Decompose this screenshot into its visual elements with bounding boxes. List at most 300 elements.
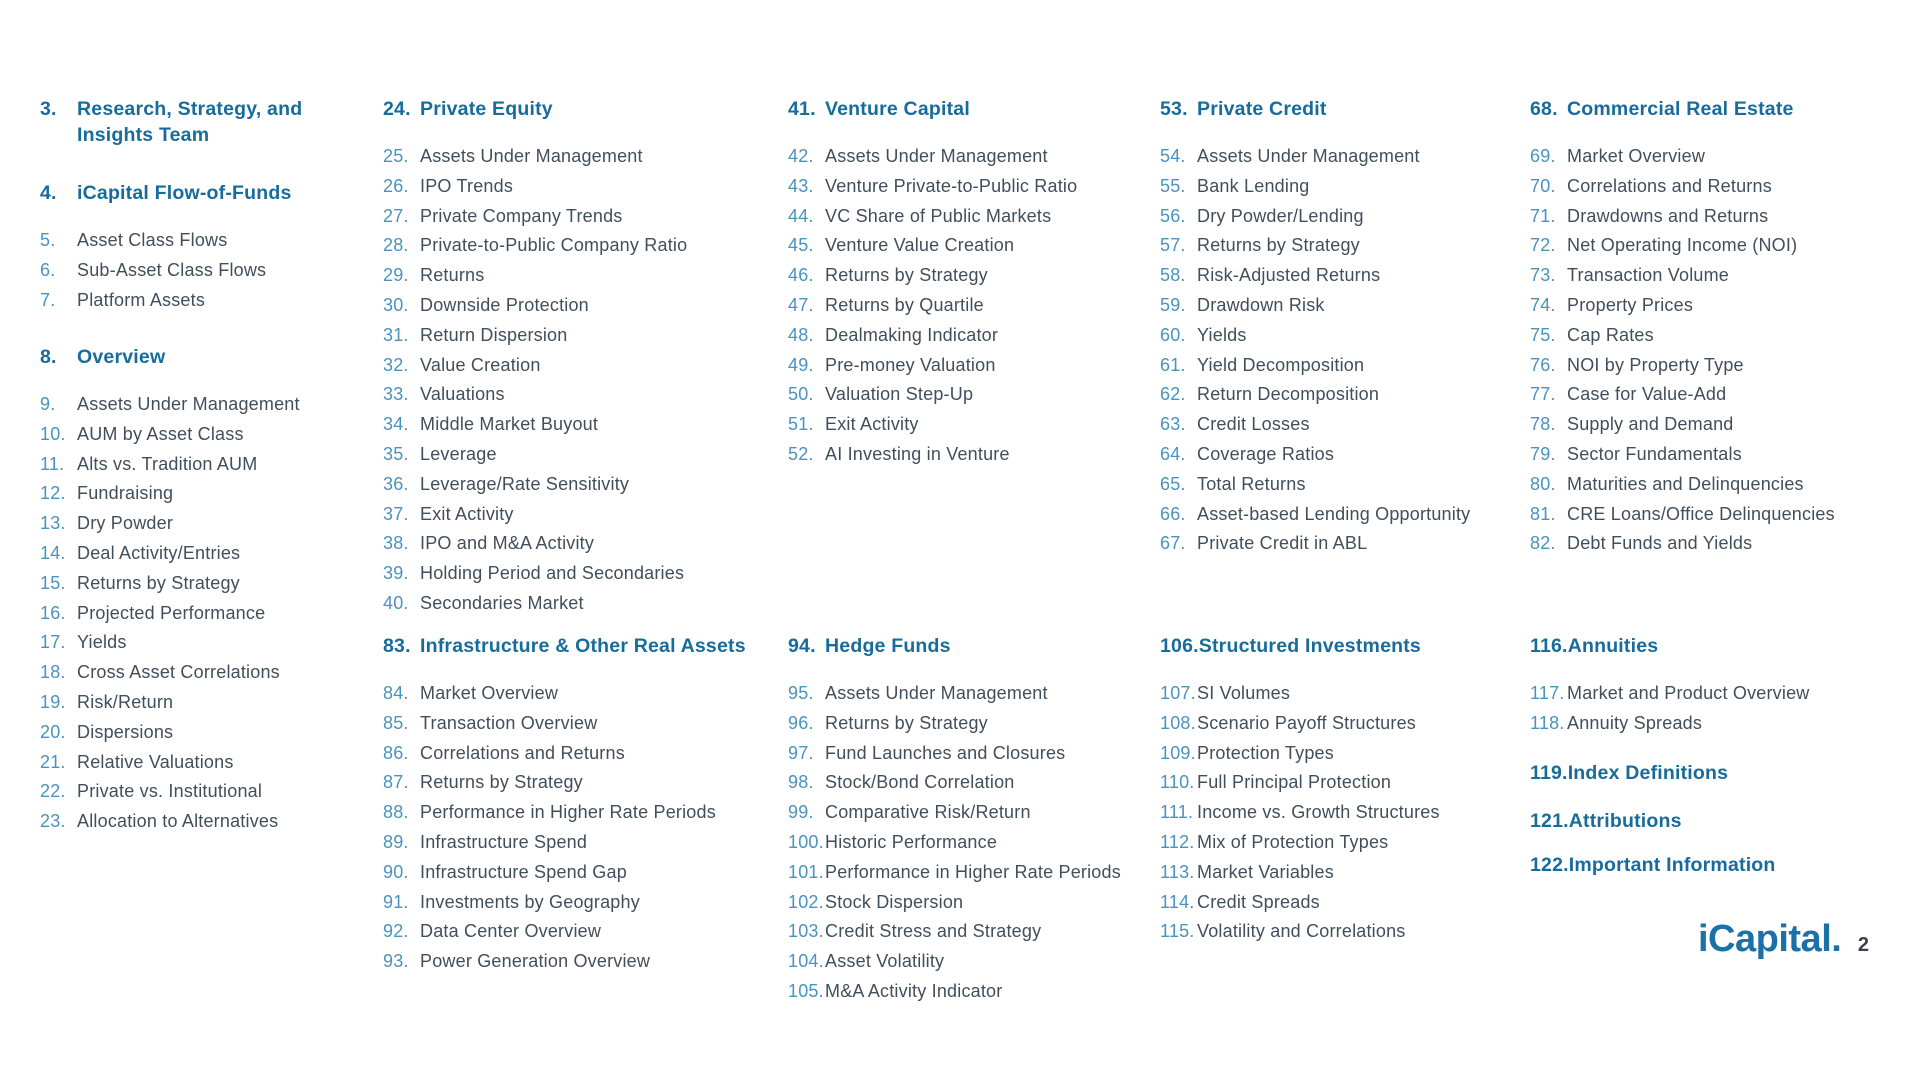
page-number: 2: [1857, 934, 1869, 956]
section-title: Private Equity: [420, 98, 553, 120]
entry-number: 70.: [1530, 175, 1556, 196]
toc-section-4: [40, 180, 347, 317]
toc-entry: [1160, 830, 1521, 860]
entry-number: 9.: [40, 394, 56, 414]
entry-number: 72.: [1530, 235, 1556, 256]
entry-number: 89.: [383, 831, 409, 852]
entry-number: 86.: [383, 742, 409, 763]
entry-label: Leverage/Rate Sensitivity: [420, 473, 630, 494]
entry-number: 98.: [788, 772, 814, 793]
entry-label: Returns by Strategy: [77, 572, 240, 593]
entry-number: 91.: [383, 891, 409, 912]
section-number: 119.: [1530, 762, 1568, 784]
entry-number: 47.: [788, 294, 814, 315]
toc-column-4: [1160, 0, 1521, 1080]
entry-number: 10.: [40, 423, 66, 444]
entry-number: 102.: [788, 891, 824, 912]
entry-label: Market Variables: [1197, 861, 1334, 882]
toc-entry: [383, 681, 784, 711]
entry-label: Dealmaking Indicator: [825, 324, 999, 345]
entry-number: 82.: [1530, 533, 1556, 554]
toc-column-2: [383, 0, 784, 1080]
entry-label: Infrastructure Spend Gap: [420, 861, 627, 882]
entry-number: 17.: [40, 632, 66, 653]
entry-number: 21.: [40, 751, 66, 772]
entry-number: 112.: [1160, 831, 1195, 852]
entry-label: Credit Losses: [1197, 414, 1310, 435]
toc-entry: [383, 860, 784, 890]
section-title: Commercial Real Estate: [1567, 98, 1794, 120]
section-header: [1160, 96, 1521, 122]
entry-number: 111.: [1160, 802, 1194, 823]
section-header: [788, 633, 1151, 659]
entry-number: 50.: [788, 384, 814, 405]
toc-entry: [40, 541, 347, 571]
entry-label: Correlations and Returns: [420, 742, 625, 763]
entry-number: 28.: [383, 235, 409, 256]
toc-section-121: [1530, 808, 1835, 834]
toc-entry: [40, 809, 347, 839]
toc-section-94: [788, 633, 1151, 1009]
entry-label: Protection Types: [1197, 742, 1334, 763]
entry-number: 69.: [1530, 146, 1556, 166]
section-title: Attributions: [1568, 810, 1682, 832]
entry-label: Downside Protection: [420, 294, 589, 315]
entry-number: 48.: [788, 324, 814, 345]
entry-number: 105.: [788, 980, 824, 1001]
entry-label: Returns: [420, 265, 485, 286]
toc-entry: [1160, 442, 1521, 472]
toc-entry: [383, 442, 784, 472]
section-number: 68.: [1530, 98, 1558, 120]
entry-label: Comparative Risk/Return: [825, 802, 1031, 823]
section-number: 41.: [788, 98, 816, 120]
toc-entry: [788, 681, 1151, 711]
entry-number: 81.: [1530, 503, 1556, 524]
entry-number: 23.: [40, 811, 66, 832]
toc-section-3: [40, 96, 347, 148]
logo-period-mark: .: [1831, 918, 1842, 960]
entry-label: IPO and M&A Activity: [420, 533, 595, 554]
entry-label: Yields: [77, 632, 127, 653]
entry-label: Projected Performance: [77, 602, 266, 623]
toc-entry: [1160, 741, 1521, 771]
toc-entry: [788, 263, 1151, 293]
entry-number: 88.: [383, 802, 409, 823]
toc-entry: [40, 720, 347, 750]
entry-number: 73.: [1530, 265, 1556, 286]
entry-label: Venture Private-to-Public Ratio: [825, 175, 1078, 196]
entry-number: 39.: [383, 563, 409, 584]
entry-number: 38.: [383, 533, 409, 554]
toc-entry: [788, 204, 1151, 234]
toc-entry: [1530, 233, 1835, 263]
entry-number: 99.: [788, 802, 814, 823]
toc-section-24: [383, 96, 784, 621]
toc-entry: [40, 630, 347, 660]
section-title: Annuities: [1567, 635, 1659, 657]
section-items: [40, 392, 347, 839]
toc-section-53: [1160, 96, 1521, 561]
section-items: [788, 144, 1151, 472]
toc-entry: [40, 779, 347, 809]
toc-entry: [383, 561, 784, 591]
toc-entry: [383, 353, 784, 383]
toc-section-41: [788, 96, 1151, 472]
toc-entry: [383, 949, 784, 979]
entry-label: Return Dispersion: [420, 324, 568, 345]
entry-label: Dry Powder: [77, 513, 174, 534]
entry-label: Performance in Higher Rate Periods: [825, 861, 1121, 882]
toc-entry: [40, 750, 347, 780]
entry-label: Assets Under Management: [1197, 146, 1420, 166]
toc-entry: [40, 601, 347, 631]
section-number: 106.: [1160, 635, 1199, 657]
entry-number: 19.: [40, 691, 66, 712]
entry-number: 36.: [383, 473, 409, 494]
section-header: [383, 633, 784, 659]
section-items: [383, 144, 784, 621]
section-title: iCapital Flow-of-Funds: [77, 182, 292, 204]
toc-entry: [383, 800, 784, 830]
entry-label: Risk-Adjusted Returns: [1197, 265, 1381, 286]
toc-entry: [788, 711, 1151, 741]
entry-number: 75.: [1530, 324, 1556, 345]
toc-entry: [1530, 472, 1835, 502]
toc-entry: [383, 591, 784, 621]
toc-section-116: [1530, 633, 1835, 741]
entry-label: Sector Fundamentals: [1567, 443, 1742, 464]
entry-label: Transaction Overview: [420, 712, 598, 733]
entry-number: 104.: [788, 951, 824, 972]
entry-label: Mix of Protection Types: [1197, 831, 1389, 852]
toc-section-68: [1530, 96, 1835, 561]
entry-label: Holding Period and Secondaries: [420, 563, 685, 584]
entry-label: AI Investing in Venture: [825, 443, 1010, 464]
toc-entry: [788, 830, 1151, 860]
entry-number: 115.: [1160, 921, 1195, 942]
entry-label: Debt Funds and Yields: [1567, 533, 1753, 554]
entry-label: SI Volumes: [1197, 683, 1291, 703]
toc-entry: [1530, 382, 1835, 412]
entry-number: 76.: [1530, 354, 1556, 375]
toc-entry: [383, 711, 784, 741]
entry-number: 58.: [1160, 265, 1186, 286]
entry-label: Venture Value Creation: [825, 235, 1015, 256]
entry-number: 87.: [383, 772, 409, 793]
section-items: [1530, 144, 1835, 561]
entry-label: Coverage Ratios: [1197, 443, 1335, 464]
section-header: [1530, 808, 1835, 834]
toc-entry: [1530, 531, 1835, 561]
entry-label: Fundraising: [77, 483, 174, 504]
toc-entry: [788, 233, 1151, 263]
icapital-logo: iCapital: [1698, 918, 1832, 960]
entry-label: M&A Activity Indicator: [825, 980, 1003, 1001]
toc-entry: [40, 571, 347, 601]
entry-label: AUM by Asset Class: [77, 423, 244, 444]
entry-label: Net Operating Income (NOI): [1567, 235, 1798, 256]
toc-entry: [40, 481, 347, 511]
toc-entry: [40, 511, 347, 541]
toc-entry: [1530, 412, 1835, 442]
toc-entry: [40, 660, 347, 690]
entry-number: 61.: [1160, 354, 1186, 375]
entry-label: CRE Loans/Office Delinquencies: [1567, 503, 1835, 524]
entry-label: Bank Lending: [1197, 175, 1310, 196]
entry-label: Assets Under Management: [825, 683, 1048, 703]
toc-entry: [1160, 144, 1521, 174]
toc-entry: [788, 412, 1151, 442]
toc-entry: [1160, 293, 1521, 323]
entry-label: Transaction Volume: [1567, 265, 1730, 286]
toc-entry: [1530, 293, 1835, 323]
toc-entry: [1160, 531, 1521, 561]
entry-label: Volatility and Correlations: [1197, 921, 1406, 942]
section-title: Important Information: [1568, 854, 1776, 876]
section-header: [1530, 633, 1835, 659]
entry-label: Supply and Demand: [1567, 414, 1734, 435]
entry-label: Power Generation Overview: [420, 951, 651, 972]
toc-entry: [40, 258, 347, 288]
entry-number: 95.: [788, 683, 814, 703]
toc-entry: [788, 353, 1151, 383]
toc-column-3: [788, 0, 1151, 1080]
entry-label: Returns by Strategy: [825, 265, 988, 286]
entry-label: Yield Decomposition: [1197, 354, 1365, 375]
section-number: 8.: [40, 346, 57, 368]
entry-label: Dry Powder/Lending: [1197, 205, 1364, 226]
entry-label: Asset Class Flows: [77, 230, 228, 250]
entry-label: Yields: [1197, 324, 1247, 345]
entry-number: 12.: [40, 483, 66, 504]
entry-label: Performance in Higher Rate Periods: [420, 802, 716, 823]
section-header: [1530, 852, 1835, 878]
toc-entry: [40, 452, 347, 482]
section-items: [788, 681, 1151, 1009]
entry-label: Leverage: [420, 443, 497, 464]
entry-number: 5.: [40, 230, 56, 250]
toc-entry: [1160, 770, 1521, 800]
toc-entry: [1160, 174, 1521, 204]
toc-entry: [788, 293, 1151, 323]
toc-section-122: [1530, 852, 1835, 878]
toc-entry: [40, 392, 347, 422]
section-title: Venture Capital: [825, 98, 970, 120]
entry-label: Private Credit in ABL: [1197, 533, 1368, 554]
toc-entry: [1530, 204, 1835, 234]
toc-entry: [788, 800, 1151, 830]
entry-label: Dispersions: [77, 721, 174, 742]
toc-entry: [788, 919, 1151, 949]
entry-number: 14.: [40, 542, 66, 563]
entry-number: 15.: [40, 572, 66, 593]
entry-label: VC Share of Public Markets: [825, 205, 1052, 226]
toc-entry: [1530, 353, 1835, 383]
entry-number: 51.: [788, 414, 814, 435]
entry-label: Asset-based Lending Opportunity: [1197, 503, 1471, 524]
entry-label: Exit Activity: [420, 503, 514, 524]
entry-number: 80.: [1530, 473, 1556, 494]
entry-label: Drawdowns and Returns: [1567, 205, 1769, 226]
toc-entry: [383, 233, 784, 263]
entry-label: Sub-Asset Class Flows: [77, 259, 267, 280]
entry-number: 101.: [788, 861, 824, 882]
entry-label: Assets Under Management: [77, 394, 300, 414]
entry-label: Income vs. Growth Structures: [1197, 802, 1440, 823]
toc-entry: [788, 174, 1151, 204]
toc-entry: [383, 144, 784, 174]
toc-entry: [788, 741, 1151, 771]
entry-label: Private vs. Institutional: [77, 781, 263, 802]
entry-label: Valuation Step-Up: [825, 384, 974, 405]
entry-label: IPO Trends: [420, 175, 514, 196]
entry-number: 90.: [383, 861, 409, 882]
entry-number: 113.: [1160, 861, 1195, 882]
entry-label: Returns by Strategy: [420, 772, 583, 793]
entry-number: 84.: [383, 683, 409, 703]
entry-label: Credit Stress and Strategy: [825, 921, 1042, 942]
entry-number: 49.: [788, 354, 814, 375]
section-header: [40, 96, 347, 148]
entry-number: 42.: [788, 146, 814, 166]
entry-number: 27.: [383, 205, 409, 226]
entry-label: Maturities and Delinquencies: [1567, 473, 1804, 494]
toc-entry: [788, 382, 1151, 412]
entry-label: Fund Launches and Closures: [825, 742, 1066, 763]
toc-entry: [40, 690, 347, 720]
entry-label: Middle Market Buyout: [420, 414, 599, 435]
entry-label: Returns by Strategy: [1197, 235, 1360, 256]
toc-entry: [1530, 502, 1835, 532]
entry-label: Market Overview: [1567, 146, 1706, 166]
entry-number: 54.: [1160, 146, 1186, 166]
toc-entry: [788, 890, 1151, 920]
entry-number: 60.: [1160, 324, 1186, 345]
entry-label: Credit Spreads: [1197, 891, 1320, 912]
section-title: Structured Investments: [1198, 635, 1421, 657]
entry-label: Private Company Trends: [420, 205, 623, 226]
toc-entry: [1160, 681, 1521, 711]
entry-label: Total Returns: [1197, 473, 1306, 494]
entry-label: Historic Performance: [825, 831, 998, 852]
entry-label: Investments by Geography: [420, 891, 640, 912]
toc-entry: [1160, 711, 1521, 741]
section-header: [40, 344, 347, 370]
entry-label: Annuity Spreads: [1567, 712, 1703, 733]
toc-entry: [383, 323, 784, 353]
toc-entry: [788, 144, 1151, 174]
entry-number: 30.: [383, 294, 409, 315]
section-items: [1530, 681, 1835, 741]
toc-entry: [383, 830, 784, 860]
entry-label: Scenario Payoff Structures: [1197, 712, 1416, 733]
entry-label: Pre-money Valuation: [825, 354, 996, 375]
entry-number: 13.: [40, 513, 66, 534]
footer: [1698, 918, 1908, 961]
entry-number: 25.: [383, 146, 409, 166]
entry-number: 44.: [788, 205, 814, 226]
entry-number: 103.: [788, 921, 824, 942]
entry-label: Assets Under Management: [825, 146, 1048, 166]
toc-entry: [1530, 681, 1835, 711]
toc-entry: [383, 263, 784, 293]
toc-section-119: [1530, 760, 1835, 786]
entry-number: 117.: [1530, 683, 1565, 703]
entry-number: 45.: [788, 235, 814, 256]
entry-label: Cross Asset Correlations: [77, 662, 280, 683]
toc-entry: [40, 288, 347, 318]
toc-entry: [1160, 472, 1521, 502]
section-number: 121.: [1530, 810, 1569, 832]
section-number: 4.: [40, 182, 57, 204]
toc-entry: [1160, 323, 1521, 353]
toc-entry: [383, 204, 784, 234]
toc-entry: [1530, 323, 1835, 353]
entry-label: Case for Value-Add: [1567, 384, 1727, 405]
toc-entry: [1160, 412, 1521, 442]
toc-entry: [383, 293, 784, 323]
toc-entry: [788, 323, 1151, 353]
entry-number: 114.: [1160, 891, 1195, 912]
section-title: Overview: [77, 346, 166, 368]
toc-entry: [383, 531, 784, 561]
section-header: [40, 180, 347, 206]
entry-label: Private-to-Public Company Ratio: [420, 235, 688, 256]
toc-entry: [788, 770, 1151, 800]
entry-number: 32.: [383, 354, 409, 375]
toc-entry: [383, 502, 784, 532]
entry-number: 6.: [40, 259, 56, 280]
entry-label: Stock Dispersion: [825, 891, 964, 912]
entry-number: 71.: [1530, 205, 1556, 226]
entry-number: 11.: [40, 453, 65, 474]
section-items: [40, 228, 347, 317]
entry-label: Value Creation: [420, 354, 541, 375]
entry-label: Valuations: [420, 384, 505, 405]
section-title: Research, Strategy, and Insights Team: [77, 98, 303, 146]
toc-entry: [1530, 144, 1835, 174]
entry-number: 96.: [788, 712, 814, 733]
entry-number: 92.: [383, 921, 409, 942]
entry-number: 77.: [1530, 384, 1556, 405]
section-number: 116.: [1530, 635, 1568, 657]
entry-label: Full Principal Protection: [1197, 772, 1392, 793]
toc-entry: [383, 890, 784, 920]
entry-number: 52.: [788, 443, 814, 464]
section-number: 53.: [1160, 98, 1188, 120]
toc-section-106: [1160, 633, 1521, 949]
entry-number: 100.: [788, 831, 824, 852]
entry-number: 109.: [1160, 742, 1196, 763]
toc-entry: [383, 174, 784, 204]
entry-number: 16.: [40, 602, 66, 623]
entry-number: 43.: [788, 175, 814, 196]
entry-label: NOI by Property Type: [1567, 354, 1744, 375]
entry-number: 18.: [40, 662, 66, 683]
entry-label: Correlations and Returns: [1567, 175, 1772, 196]
toc-column-1: [40, 0, 347, 1080]
entry-number: 55.: [1160, 175, 1186, 196]
entry-label: Data Center Overview: [420, 921, 602, 942]
toc-entry: [1160, 919, 1521, 949]
toc-entry: [383, 919, 784, 949]
entry-label: Asset Volatility: [825, 951, 945, 972]
toc-entry: [383, 412, 784, 442]
toc-entry: [788, 979, 1151, 1009]
section-header: [1530, 760, 1835, 786]
entry-number: 31.: [383, 324, 409, 345]
